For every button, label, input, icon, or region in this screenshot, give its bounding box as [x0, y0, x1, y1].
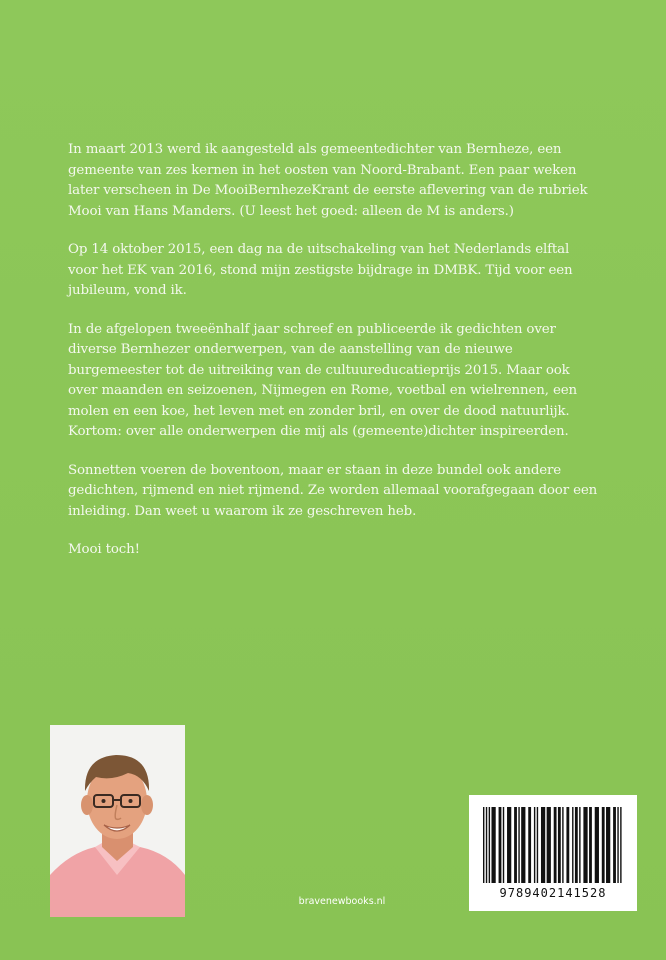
text-line: gedichten, rijmend en niet rijmend. Ze worden allemaal voorafgegaan door een: [68, 483, 598, 498]
paragraph: [68, 320, 628, 443]
text-line: inleiding. Dan weet u waarom ik ze geschreven heb.: [68, 503, 417, 519]
text-line: voor het EK van 2016, stond mijn zestigste bijdrage in DMBK. Tijd voor een: [68, 262, 573, 278]
text-line: molen en een koe, het leven met en zonder bril, en over de dood natuurlijk.: [68, 403, 570, 419]
barcode-bar: [528, 807, 531, 883]
barcode-bar: [541, 807, 545, 883]
barcode-bar: [489, 807, 490, 883]
paragraph: [68, 240, 628, 302]
text-line: Mooi toch!: [68, 542, 140, 557]
text-line: In maart 2013 werd ik aangesteld als gemeentedichter van Bernheze, een: [68, 142, 562, 157]
barcode-bar: [602, 807, 605, 883]
isbn-number: 9789402141528: [499, 886, 607, 900]
barcode-bar: [486, 807, 487, 883]
barcode-bar: [483, 807, 484, 883]
barcode-bar: [534, 807, 535, 883]
text-line: gemeente van zes kernen in het oosten van Noord-Brabant. Een paar weken: [68, 162, 577, 178]
text-line: Kortom: over alle onderwerpen die mij als (gemeente)dichter inspireerden.: [68, 424, 569, 439]
barcode-bar: [575, 807, 578, 883]
text-line: Sonnetten voeren de boventoon, maar er staan in deze bundel ook andere: [68, 462, 562, 478]
text-line: diverse Bernhezer onderwerpen, van de aanstelling van de nieuwe: [68, 342, 513, 357]
barcode-bar: [583, 807, 587, 883]
text-line: over maanden en seizoenen, Nijmegen en Rome, voetbal en wielrennen, een: [68, 383, 577, 398]
paragraph: [68, 540, 628, 561]
barcode-bar: [491, 807, 495, 883]
author-photo: [50, 725, 185, 917]
barcode-bar: [521, 807, 525, 883]
barcode-bar: [613, 807, 616, 883]
author-portrait-illustration: [50, 725, 185, 917]
barcode-bar: [579, 807, 580, 883]
isbn-barcode: [469, 795, 637, 911]
barcode-bar: [620, 807, 621, 883]
barcode-bar: [547, 807, 551, 883]
text-line: burgemeester tot de uitreiking van de cultuureducatieprijs 2015. Maar ook: [68, 362, 570, 378]
barcode-bar: [595, 807, 599, 883]
blurb-text: [68, 140, 628, 579]
publisher-url: bravenewbooks.nl: [298, 896, 386, 907]
barcode-bar: [499, 807, 502, 883]
barcode-bar: [503, 807, 504, 883]
barcode-bar: [514, 807, 517, 883]
barcode-bar: [562, 807, 563, 883]
barcode-bars: [481, 807, 625, 883]
barcode-bar: [572, 807, 573, 883]
barcode-bar: [518, 807, 519, 883]
barcode-bar: [617, 807, 618, 883]
text-line: Mooi van Hans Manders. (U leest het goed: alleen de M is anders.): [68, 203, 514, 219]
text-line: Op 14 oktober 2015, een dag na de uitschakeling van het Nederlands elftal: [68, 242, 570, 257]
barcode-bar: [554, 807, 557, 883]
text-line: In de afgelopen tweeënhalf jaar schreef en publiceerde ik gedichten over: [68, 321, 556, 337]
barcode-bar: [566, 807, 569, 883]
barcode-bar: [558, 807, 561, 883]
paragraph: [68, 140, 628, 222]
text-line: later verscheen in De MooiBernhezeKrant de eerste aflevering van de rubriek: [68, 183, 588, 198]
barcode-bar: [537, 807, 538, 883]
paragraph: [68, 461, 628, 523]
barcode-bar: [606, 807, 610, 883]
barcode-bar: [589, 807, 592, 883]
text-line: jubileum, vond ik.: [68, 283, 187, 298]
barcode-bar: [507, 807, 511, 883]
